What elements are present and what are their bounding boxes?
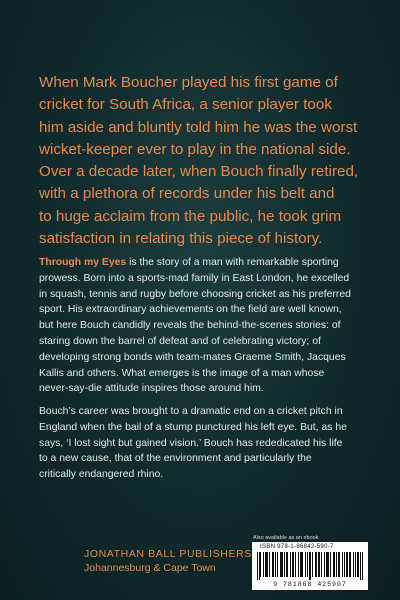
description-paragraph-1 bbox=[39, 255, 369, 397]
isbn-number: ISBN 978-1-86842-590-7 bbox=[260, 544, 334, 550]
publisher-city: Johannesburg & Cape Town bbox=[84, 562, 216, 574]
lead-blurb: When Mark Boucher played his first game of cricket for South Africa, a senior player took him aside and bluntly told him he was the worst wicket-keeper ever to play in the national side. Over a decade later, when Bouch finally retired, with a plethora of records under his belt and to huge acclaim from the public, he took grim satisfaction in relating this piece of history. bbox=[39, 74, 359, 248]
publisher-imprint bbox=[84, 548, 252, 574]
barcode-icon bbox=[257, 552, 363, 580]
ebook-availability-note: Also available as an ebook bbox=[253, 535, 319, 541]
description-paragraph-2: Bouch’s career was brought to a dramatic end on a cricket pitch in England when the bail of a stump punctured his left eye. But, as he says, ‘I lost sight but gained vision.’ Bouch has rededicated his life to a new cause, that of the environment and particularly the critically endangered rhino. bbox=[39, 406, 347, 481]
barcode-digits: 9 781868 425907 bbox=[273, 581, 347, 588]
isbn-barcode bbox=[252, 542, 368, 590]
book-title-inline: Through my Eyes bbox=[39, 257, 127, 268]
description-paragraph-1-text: is the story of a man with remarkable sporting prowess. Born into a sports-mad family in East London, he excelled in squash, tennis and rugby before choosing cricket as his preferred sport. His extraordinary achievements on the field are well known, but here Bouch candidly reveals the behind-the-scenes stories: of staring down the barrel of defeat and of celebrating victory; of developing strong bonds with team-mates Graeme Smith, Jacques Kallis and others. What emerges is the image of a man whose never-say-die attitude inspires those around him. bbox=[39, 257, 351, 395]
publisher-name: JONATHAN BALL PUBLISHERS bbox=[84, 548, 252, 560]
